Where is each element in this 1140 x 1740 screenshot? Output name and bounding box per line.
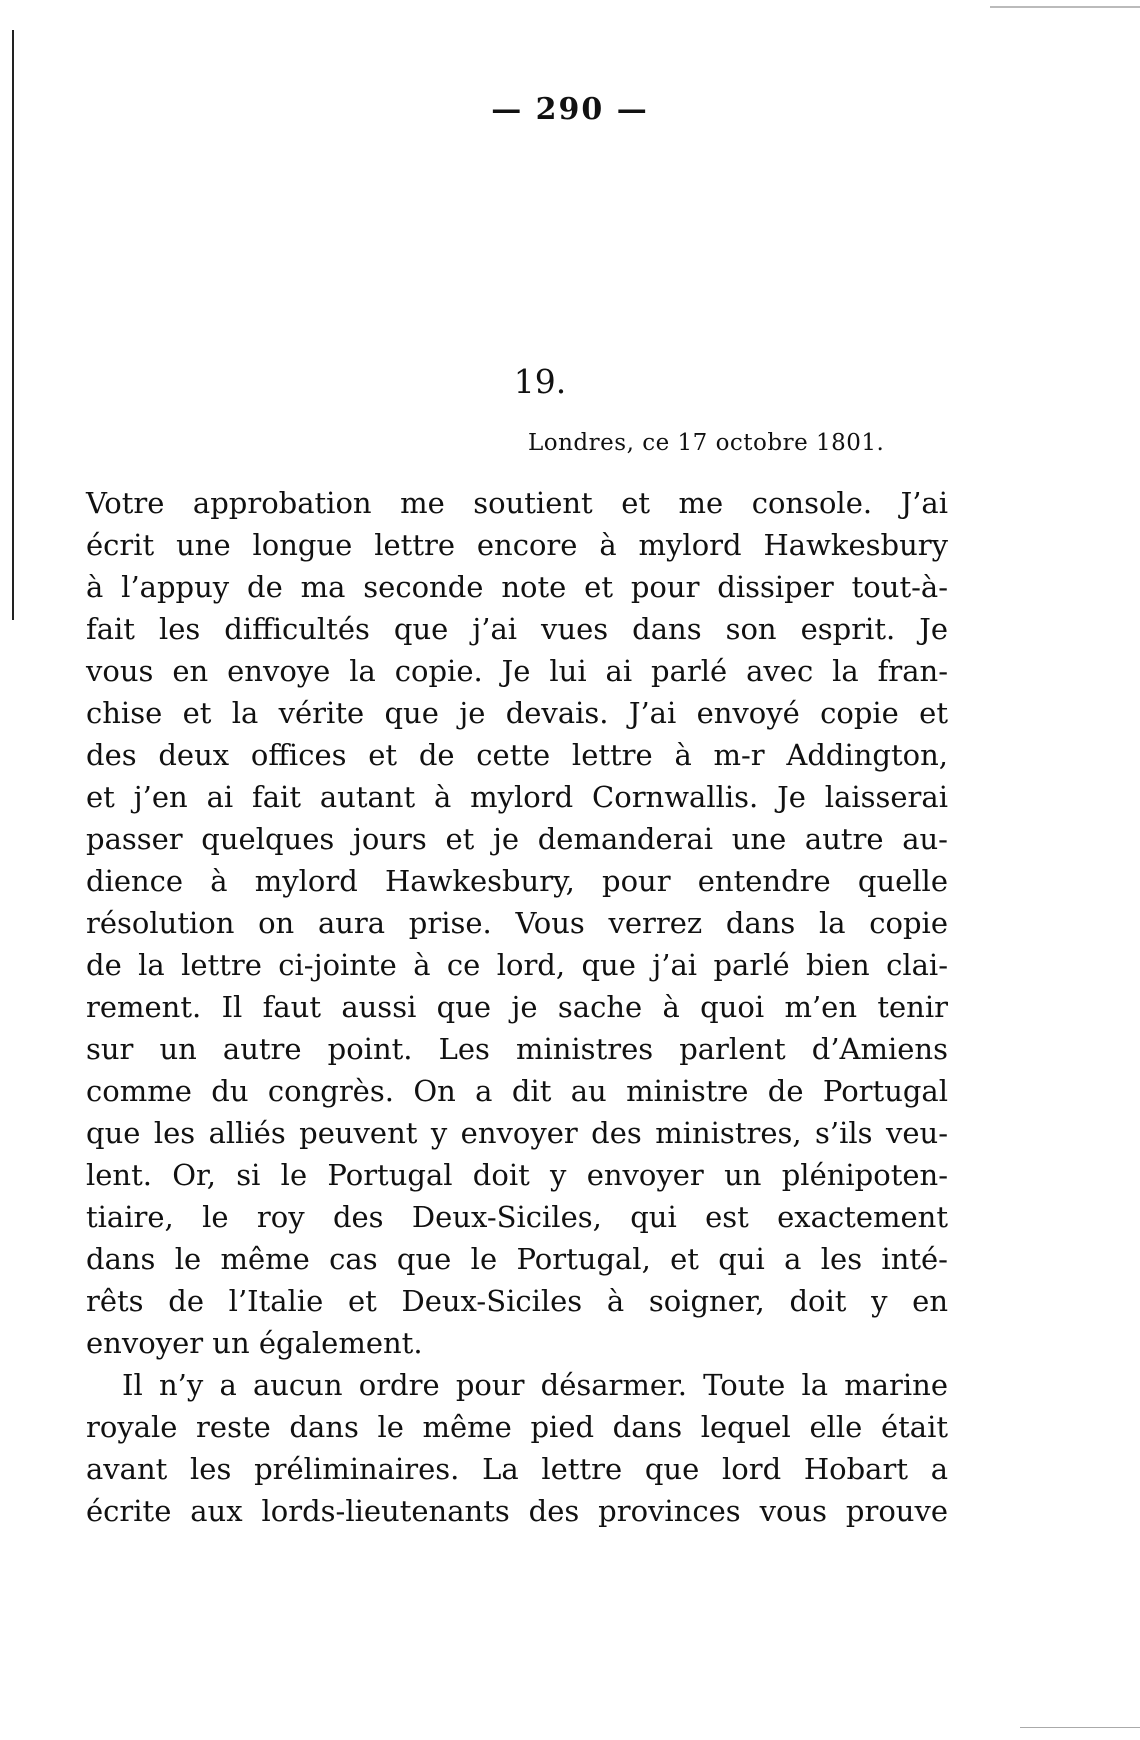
text-line: écrite aux lords-lieutenants des provinces vous prouve: [86, 1494, 948, 1528]
text-line: dience à mylord Hawkesbury, pour entendre quelle: [86, 864, 948, 898]
text-line: avant les préliminaires. La lettre que lord Hobart a: [86, 1452, 948, 1486]
text-line: tiaire, le roy des Deux-Siciles, qui est exactement: [86, 1200, 948, 1234]
text-line: Votre approbation me soutient et me console. J’ai: [86, 486, 948, 520]
text-line: vous en envoye la copie. Je lui ai parlé avec la fran-: [86, 654, 948, 688]
text-line: comme du congrès. On a dit au ministre de Portugal: [86, 1074, 948, 1108]
text-line-paragraph-start: Il n’y a aucun ordre pour désarmer. Toute la marine: [122, 1368, 948, 1402]
text-line-paragraph-end: envoyer un également.: [86, 1326, 423, 1360]
text-line: lent. Or, si le Portugal doit y envoyer un plénipoten-: [86, 1158, 948, 1192]
text-line: que les alliés peuvent y envoyer des ministres, s’ils veu-: [86, 1116, 948, 1150]
letter-body: [86, 482, 948, 1532]
scan-edge-line-bottom: [1020, 1727, 1140, 1728]
text-line: résolution on aura prise. Vous verrez dans la copie: [86, 906, 948, 940]
text-line: sur un autre point. Les ministres parlent d’Amiens: [86, 1032, 948, 1066]
text-line: rement. Il faut aussi que je sache à quoi m’en tenir: [86, 990, 948, 1024]
text-line: rêts de l’Italie et Deux-Siciles à soigner, doit y en: [86, 1284, 948, 1318]
text-line: et j’en ai fait autant à mylord Cornwallis. Je laisserai: [86, 780, 948, 814]
text-line: dans le même cas que le Portugal, et qui a les inté-: [86, 1242, 948, 1276]
dateline: Londres, ce 17 octobre 1801.: [528, 430, 885, 456]
text-line: de la lettre ci-jointe à ce lord, que j’ai parlé bien clai-: [86, 948, 948, 982]
text-line: passer quelques jours et je demanderai une autre au-: [86, 822, 948, 856]
text-line: à l’appuy de ma seconde note et pour dissiper tout-à-: [86, 570, 948, 604]
letter-number: 19.: [513, 362, 567, 401]
text-line: chise et la vérite que je devais. J’ai envoyé copie et: [86, 696, 948, 730]
page-number: — 290 —: [491, 92, 649, 127]
text-line: fait les difficultés que j’ai vues dans son esprit. Je: [86, 612, 948, 646]
text-line: des deux offices et de cette lettre à m-r Addington,: [86, 738, 948, 772]
scan-edge-line: [990, 6, 1140, 8]
text-line: royale reste dans le même pied dans lequel elle était: [86, 1410, 948, 1444]
text-line: écrit une longue lettre encore à mylord Hawkesbury: [86, 528, 948, 562]
